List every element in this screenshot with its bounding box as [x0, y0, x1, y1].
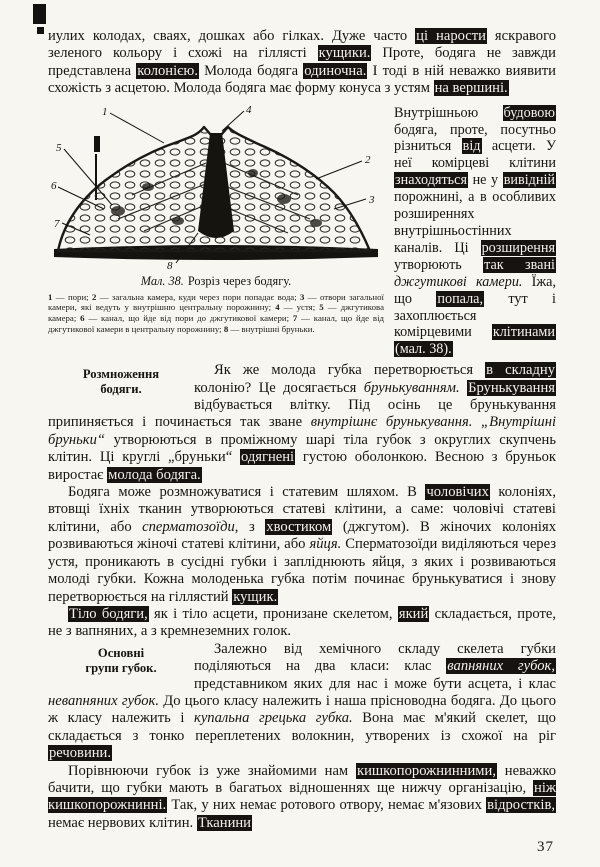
figure-callout-8: 8	[167, 259, 173, 271]
figure-callout-5: 5	[56, 141, 62, 154]
figure-caption	[48, 274, 384, 289]
figure-legend: 1 — пори; 2 — загальна камера, куди через пори попадає вода; 3 — отвори загальної камери, які ведуть у внутрішню центральну порожнину; 4 — устя; 5 — джгутикова камера; 6 — канал, що йде від пори до джгутикової камери; 7 — канал, що йде від джгутикової камери в центральну порожнину; 8 — внутрішні бруньки.	[48, 291, 385, 335]
page-number: 37	[537, 839, 554, 855]
margin-note-line: Розмноження	[82, 367, 160, 382]
figure-caption-text: Розріз через бодягу.	[187, 273, 292, 288]
margin-note-line: Основні	[97, 645, 145, 660]
figure-callout-7: 7	[54, 217, 60, 230]
paragraph-skeleton: Тіло бодяги, як і тіло асцети, пронизане скелетом, який складається, проте, не з вапняних, а з кремнеземних голок.	[48, 605, 556, 640]
figure-callout-6: 6	[51, 179, 57, 192]
figure-callout-1: 1	[102, 105, 108, 118]
figure-sponge-cross-section	[48, 103, 384, 359]
scan-mark	[33, 4, 46, 24]
margin-note-line: бодяги.	[100, 382, 142, 397]
margin-note-groups	[60, 646, 182, 676]
figure-callout-3: 3	[369, 193, 375, 206]
page-content	[48, 28, 556, 832]
figure-drawing	[48, 103, 384, 271]
figure-callout-4: 4	[246, 103, 252, 116]
section-reproduction	[48, 362, 556, 641]
figure-callout-2: 2	[365, 153, 371, 166]
section-sponge-groups	[48, 641, 556, 832]
paragraph-sexual-reproduction: Бодяга може розмножуватися і статевим шляхом. В чоловічих колоніях, втовщі їхніх тканин утворюються статеві клітини, а саме: чоловічі статеві клітини, або сперматозоїди, з хвостиком (джгутом). В жіночих колоніях розвиваються жіночі статеві клітини, або яйця. Сперматозоїди виділяються через устя, проникають в сусідні губки і запліднюють яйця, з яких і розвиваються молоді губки. Кожна молоденька губка потім починає брунькуватися і знову перетворюється на гіллястий кущик.	[48, 484, 557, 605]
paragraph-inner-structure: Внутрішньою будовою бодяга, проте, посутньо різниться від асцети. У неї комірцеві клітини знаходяться не у вивідній порожнині, а в особливих розширеннях внутрішньостінних каналів. Ці розширення утворюють так звані джгутикові камери. Їжа, що попала, тут і захоплюється комірцевими клітинами (мал. 38).	[394, 104, 556, 358]
scan-mark	[37, 27, 44, 34]
paragraph-budding: Як же молода губка перетворюється в складну колонію? Це досягається брунькуванням. Брунькування відбувається влітку. Під осінь це брунькування припиняється і починається так зване внутрішнє брунькування. „Внутрішні бруньки“ утворюються в проміжному шарі тіла губок з округлих скупчень клітин. Ці круглі „бруньки“ одягнені густою оболонкою. Весною з бруньок виростає молода бодяга.	[48, 362, 556, 483]
margin-note-line: групи губок.	[85, 660, 157, 675]
paragraph-intro: иулих колодах, сваях, дошках або гілках. Дуже часто ці нарости яскравого зеленого кольору і схожі на гіллясті кущики. Проте, бодяга не завжди представлена колонією. Молода бодяга одиночна. І тоді в ній неважко виявити схожість з асцетою. Молода бодяга має форму конуса з устям на вершині.	[48, 28, 556, 97]
margin-note-reproduction	[60, 367, 182, 397]
figure-caption-label: Мал. 38.	[140, 273, 184, 288]
paragraph-classes: Залежно від хемічного складу скелета губки поділяються на два класи: клас вапняних губок, представником яких для нас і може бути асцета, і клас невапняних губок. До цього класу належить і наша прісноводна бодяга. До цього ж класу належить і купальна грецька губка. Вона має м'який скелет, що складається з тонко переплетених волокнин, утворених із схожої на ріг речовини.	[48, 640, 556, 762]
figure-row	[48, 103, 556, 359]
paragraph-comparison: Порівнюючи губок із уже знайомими нам кишкопорожнинними, неважко бачити, що губки мають в багатьох відношеннях ще нижчу організацію, ніж кишкопорожнинні. Так, у них немає ротового отвору, немає м'язових відростків, немає нервових клітин. Тканини	[48, 762, 556, 831]
